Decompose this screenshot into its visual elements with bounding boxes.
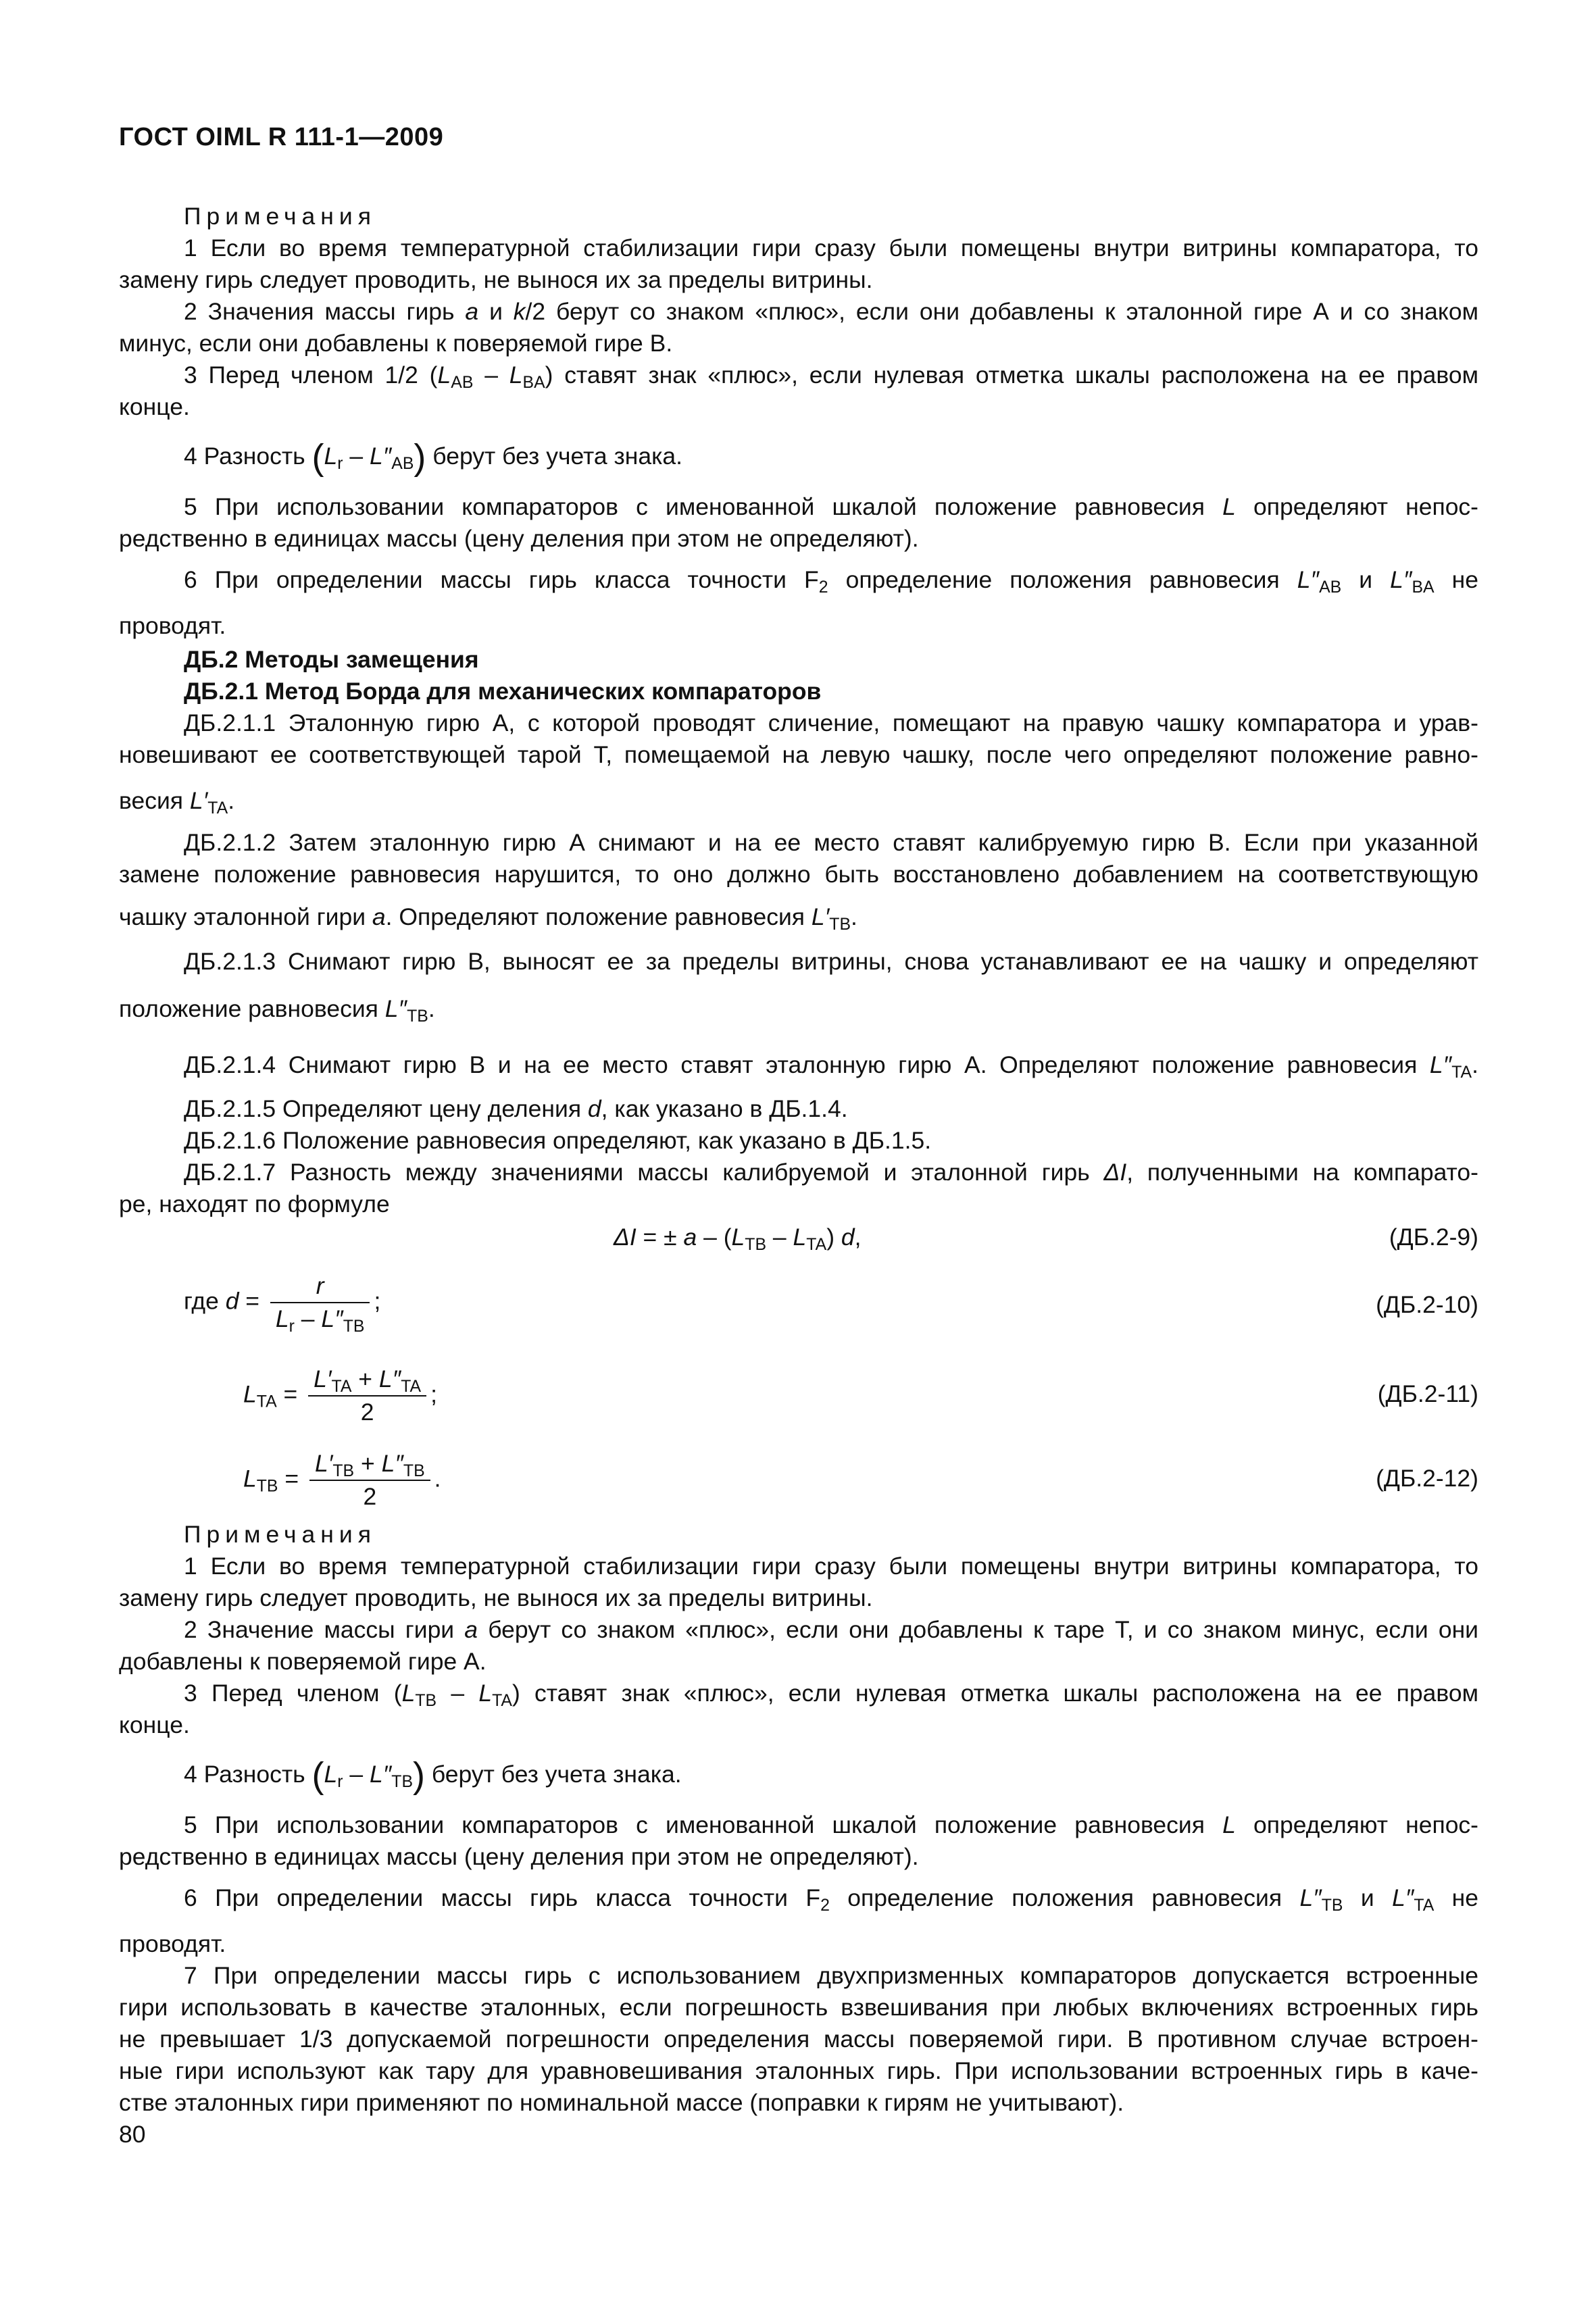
document-header: ГОСТ OIML R 111-1—2009 xyxy=(119,123,444,151)
formula-db-2-12: $L_{TB}$ = $\frac{L'_{TB} + L''_{TB}}{2}$ . xyxy=(243,1448,441,1513)
note2-7: 7 При определении массы гирь с использованием двухпризменных компараторов допускается встроенные гири использовать в качестве эталонных, если погрешность взвешивания при любых включениях встроенных гирь не превышает 1/3 допускаемой погрешности определения массы поверяемой гири. В противном случае встроен- ные гири используют как тару для уравновешивания эталонных гирь. При использовании встроенных гирь в каче- стве эталонных гири применяют по номинальной массе (поправки к гирям не учитывают). xyxy=(119,1962,1478,2116)
formula-number-9: (ДБ.2-9) xyxy=(1389,1224,1478,1251)
note-4: 4 Разность $(L_r - L''_{AB})$ берут без учета знака. xyxy=(184,437,683,478)
formula-db-2-9: ΔI = ± a – $(L_{TB} - L_{TA})$ d, xyxy=(614,1224,862,1254)
paragraph-db-2-1-1-end: весия $L'_{TA}$. xyxy=(119,787,235,818)
formula-db-2-10: где d = $\frac{r}{L_r - L''_{TB}}$ ; xyxy=(184,1272,381,1336)
section-heading: ДБ.2 Методы замещения xyxy=(184,646,479,673)
paragraph-db-2-1-5: ДБ.2.1.5 Определяют цену деления d, как указано в ДБ.1.4. xyxy=(184,1095,848,1122)
note2-2: 2 Значение массы гири a берут со знаком «плюс», если они добавлены к таре Т, и со знаком минус, если они добавлены к поверяемой гире А. xyxy=(119,1616,1478,1675)
note-3: 3 Перед членом 1/2 $(L_{AB} - L_{BA})$ ставят знак «плюс», если нулевая отметка шкалы расположена на ее правом конце. xyxy=(119,361,1478,420)
page-number: 80 xyxy=(119,2121,146,2148)
paragraph-db-2-1-4: ДБ.2.1.4 Снимают гирю В и на ее место ставят эталонную гирю А. Определяют положение равновесия $L''_{TA}$. xyxy=(184,1051,1478,1082)
note-2: 2 Значения массы гирь a и k/2 берут со знаком «плюс», если они добавлены к эталонной гире А и со знаком минус, если они добавлены к поверяемой гире В. xyxy=(119,298,1478,357)
formula-number-10: (ДБ.2-10) xyxy=(1376,1291,1478,1318)
paragraph-db-2-1-7: ДБ.2.1.7 Разность между значениями массы калибруемой и эталонной гирь ΔI, полученными на компарато- ре, находят по формуле xyxy=(119,1159,1478,1217)
paragraph-db-2-1-2: ДБ.2.1.2 Затем эталонную гирю А снимают и на ее место ставят калибруемую гирю В. Если при указанной замене положение равновесия нарушится, то оно должно быть восстановлено добавлением на соответствующую xyxy=(119,829,1478,888)
note2-4: 4 Разность $(L_r - L''_{TB})$ берут без учета знака. xyxy=(184,1755,682,1796)
note2-6: 6 При определении массы гирь класса точности $F_2$ определение положения равновесия $L''_{TB}$ и $L''_{TA}$ не xyxy=(184,1884,1478,1915)
paragraph-db-2-1-3: ДБ.2.1.3 Снимают гирю В, выносят ее за пределы витрины, снова устанавливают ее на чашку и определяют xyxy=(184,948,1478,975)
note-6: 6 При определении массы гирь класса точности $F_2$ определение положения равновесия $L''_{AB}$ и $L''_{BA}$ не xyxy=(184,566,1479,597)
notes-title-2: Примечания xyxy=(184,1521,376,1548)
note-5: 5 При использовании компараторов с именованной шкалой положение равновесия L определяют непос- редственно в единицах массы (цену деления при этом не определяют). xyxy=(119,493,1479,552)
paragraph-db-2-1-6: ДБ.2.1.6 Положение равновесия определяют, как указано в ДБ.1.5. xyxy=(184,1127,932,1154)
paragraph-db-2-1-2-end: чашку эталонной гири a. Определяют положение равновесия $L'_{TB}$. xyxy=(119,903,857,934)
note2-5: 5 При использовании компараторов с именованной шкалой положение равновесия L определяют непос- редственно в единицах массы (цену деления при этом не определяют). xyxy=(119,1811,1479,1870)
formula-number-11: (ДБ.2-11) xyxy=(1377,1380,1478,1407)
paragraph-db-2-1-1: ДБ.2.1.1 Эталонную гирю А, с которой проводят сличение, помещают на правую чашку компаратора и урав- новешивают ее соответствующей тарой Т, помещаемой на левую чашку, после чего определяют положение равно- xyxy=(119,709,1478,768)
subsection-heading: ДБ.2.1 Метод Борда для механических компараторов xyxy=(184,678,822,705)
note2-1: 1 Если во время температурной стабилизации гири сразу были помещены внутри витрины компаратора, то замену гирь следует проводить, не вынося их за пределы витрины. xyxy=(119,1553,1478,1611)
note-6-cont: проводят. xyxy=(119,612,226,639)
formula-db-2-11: $L_{TA}$ = $\frac{L'_{TA} + L''_{TA}}{2}$ ; xyxy=(243,1363,437,1428)
note2-3: 3 Перед членом $(L_{TB} - L_{TA})$ ставят знак «плюс», если нулевая отметка шкалы расположена на ее правом конце. xyxy=(119,1680,1478,1738)
paragraph-db-2-1-3-end: положение равновесия $L''_{TB}$. xyxy=(119,995,435,1026)
note2-6-cont: проводят. xyxy=(119,1930,226,1957)
notes-title: Примечания xyxy=(184,203,376,230)
formula-number-12: (ДБ.2-12) xyxy=(1376,1465,1478,1492)
note-1: 1 Если во время температурной стабилизации гири сразу были помещены внутри витрины компаратора, то замену гирь следует проводить, не вынося их за пределы витрины. xyxy=(119,234,1478,293)
